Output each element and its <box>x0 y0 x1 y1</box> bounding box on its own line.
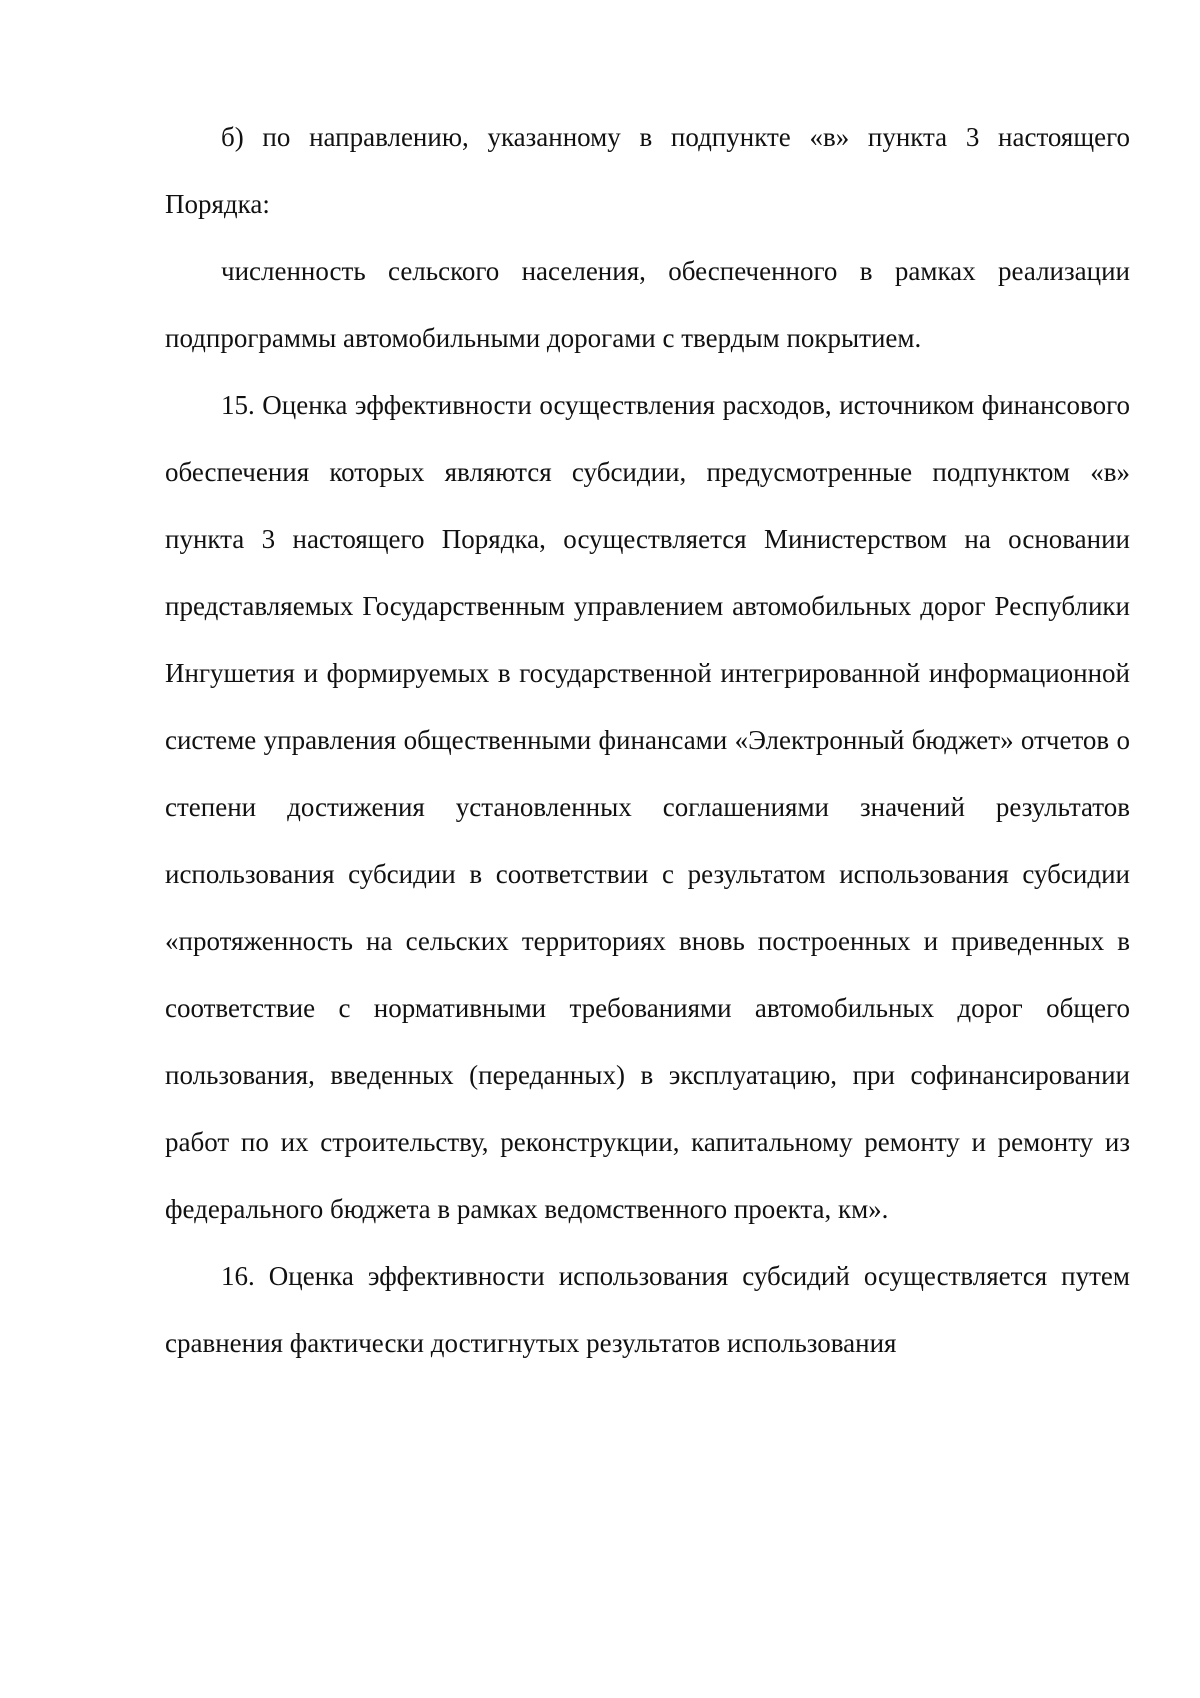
document-body <box>165 104 1130 1377</box>
paragraph-15: 15. Оценка эффективности осуществления расходов, источником финансового обеспечения которых являются субсидии, предусмотренные подпунктом «в» пункта 3 настоящего Порядка, осуществляется Министерством на основании представляемых Государственным управлением автомобильных дорог Республики Ингушетия и формируемых в государственной интегрированной информационной системе управления общественными финансами «Электронный бюджет» отчетов о степени достижения установленных соглашениями значений результатов использования субсидии в соответствии с результатом использования субсидии «протяженность на сельских территориях вновь построенных и приведенных в соответствие с нормативными требованиями автомобильных дорог общего пользования, введенных (переданных) в эксплуатацию, при софинансировании работ по их строительству, реконструкции, капитальному ремонту и ремонту из федерального бюджета в рамках ведомственного проекта, км». <box>165 390 1130 1224</box>
paragraph-16: 16. Оценка эффективности использования субсидий осуществляется путем сравнения фактически достигнутых результатов использования <box>165 1261 1130 1358</box>
paragraph-direction-b: б) по направлению, указанному в подпункте «в» пункта 3 настоящего Порядка: <box>165 122 1130 219</box>
paragraph-rural-population: численность сельского населения, обеспеченного в рамках реализации подпрограммы автомобильными дорогами с твердым покрытием. <box>165 256 1130 353</box>
